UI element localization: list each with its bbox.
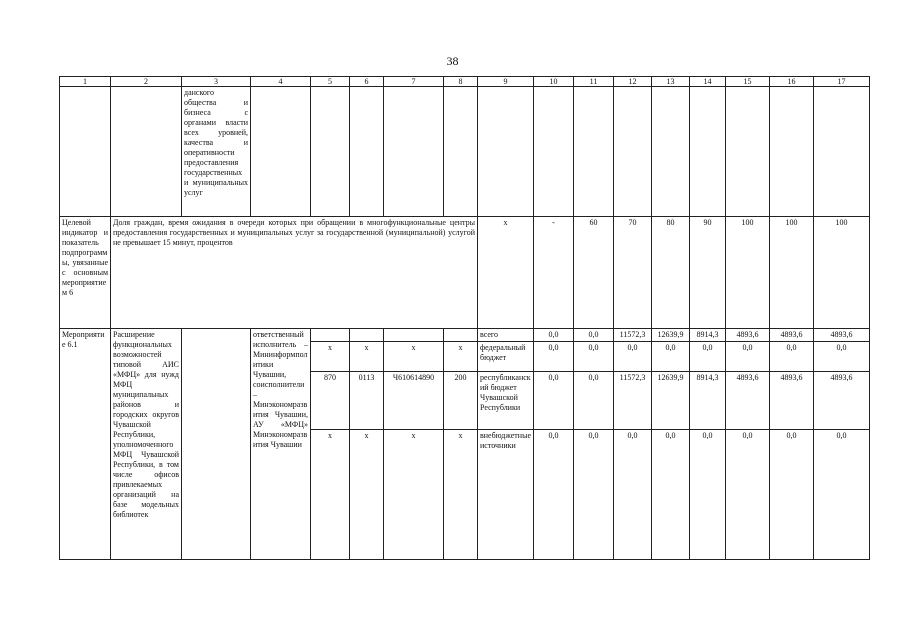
continuation-row xyxy=(60,87,870,217)
funding-value: 4893,6 xyxy=(726,329,770,342)
header-cell: 15 xyxy=(726,77,770,87)
measure-row-republican: 870 0113 Ч610614890 200 республиканский бюджет Чувашской Республики 0,0 0,0 11572,3 12639,9 8914,3 4893,6 4893,6 4893,6 xyxy=(60,372,870,430)
header-cell: 17 xyxy=(814,77,870,87)
measure-row-extrabudgetary: x x x x внебюджетные источники 0,0 0,0 0,0 0,0 0,0 0,0 0,0 0,0 xyxy=(60,430,870,560)
header-cell: 6 xyxy=(350,77,384,87)
header-cell: 4 xyxy=(251,77,311,87)
funding-value: 4893,6 xyxy=(814,372,870,430)
indicator-value: 60 xyxy=(574,217,614,329)
indicator-col10: - xyxy=(534,217,574,329)
funding-value: 0,0 xyxy=(574,372,614,430)
funding-value: 0,0 xyxy=(534,329,574,342)
header-row xyxy=(60,77,870,87)
funding-value: 0,0 xyxy=(814,430,870,560)
header-cell: 12 xyxy=(614,77,652,87)
measure-row-total xyxy=(60,329,870,342)
header-cell: 9 xyxy=(478,77,534,87)
measure-label: Мероприятие 6.1 xyxy=(60,329,111,560)
funding-value: 0,0 xyxy=(574,430,614,560)
indicator-value: 90 xyxy=(690,217,726,329)
indicator-value: 100 xyxy=(814,217,870,329)
header-cell: 11 xyxy=(574,77,614,87)
funding-source: республиканский бюджет Чувашской Республики xyxy=(478,372,534,430)
funding-value: 0,0 xyxy=(534,372,574,430)
indicator-row xyxy=(60,217,870,329)
funding-value: 11572,3 xyxy=(614,329,652,342)
header-cell: 1 xyxy=(60,77,111,87)
funding-value: 12639,9 xyxy=(652,372,690,430)
goal-continuation-text: данского общества и бизнеса с органами власти всех уровней, качества и оперативности предоставления государственных и муниципальных услуг xyxy=(182,87,251,217)
funding-value: 4893,6 xyxy=(770,372,814,430)
indicator-description: Доля граждан, время ожидания в очереди которых при обращении в многофункциональные центры предоставления государственных и муниципальных услуг за государственной (муниципальной) услугой не превышает 15 минут, процентов xyxy=(111,217,478,329)
funding-value: 4893,6 xyxy=(770,329,814,342)
header-cell: 2 xyxy=(111,77,182,87)
funding-value: 0,0 xyxy=(652,342,690,372)
funding-value: 4893,6 xyxy=(814,329,870,342)
funding-value: 0,0 xyxy=(652,430,690,560)
funding-value: 11572,3 xyxy=(614,372,652,430)
header-cell: 13 xyxy=(652,77,690,87)
header-cell: 10 xyxy=(534,77,574,87)
funding-value: 0,0 xyxy=(614,342,652,372)
funding-value: 4893,6 xyxy=(726,372,770,430)
funding-value: 8914,3 xyxy=(690,372,726,430)
header-cell: 7 xyxy=(384,77,444,87)
indicator-value: 70 xyxy=(614,217,652,329)
measure-row-federal: x x x x федеральный бюджет 0,0 0,0 0,0 0,0 0,0 0,0 0,0 0,0 xyxy=(60,342,870,372)
indicator-value: 100 xyxy=(726,217,770,329)
header-cell: 5 xyxy=(311,77,350,87)
header-cell: 8 xyxy=(444,77,478,87)
funding-source: федеральный бюджет xyxy=(478,342,534,372)
indicator-label: Целевой индикатор и показатель подпрограммы, увязанные с основным мероприятием 6 xyxy=(60,217,111,329)
header-cell: 16 xyxy=(770,77,814,87)
header-cell: 14 xyxy=(690,77,726,87)
funding-value: 0,0 xyxy=(574,329,614,342)
indicator-value: 80 xyxy=(652,217,690,329)
funding-value: 12639,9 xyxy=(652,329,690,342)
funding-value: 0,0 xyxy=(814,342,870,372)
funding-value: 0,0 xyxy=(726,430,770,560)
measure-executors: ответственный исполнитель – Мининформполитики Чувашии, соисполнители – Минэкономразвития Чувашии, АУ «МФЦ» Минэкономразвития Чувашии xyxy=(251,329,311,560)
funding-value: 0,0 xyxy=(614,430,652,560)
indicator-value: 100 xyxy=(770,217,814,329)
funding-value: 0,0 xyxy=(770,430,814,560)
funding-value: 0,0 xyxy=(534,430,574,560)
funding-value: 0,0 xyxy=(770,342,814,372)
funding-value: 0,0 xyxy=(690,430,726,560)
funding-source: внебюджетные источники xyxy=(478,430,534,560)
funding-value: 0,0 xyxy=(574,342,614,372)
indicator-col9: x xyxy=(478,217,534,329)
funding-value: 8914,3 xyxy=(690,329,726,342)
funding-value: 0,0 xyxy=(726,342,770,372)
funding-source: всего xyxy=(478,329,534,342)
page-number: 38 xyxy=(446,54,459,68)
header-cell: 3 xyxy=(182,77,251,87)
measure-description: Расширение функциональных возможностей типовой АИС «МФЦ» для нужд МФЦ муниципальных районов и городских округов Чувашской Республики, уполномоченного МФЦ Чувашской Республики, в том числе офисов привлекаемых организаций на базе модельных библиотек xyxy=(111,329,182,560)
program-table xyxy=(59,76,870,560)
funding-value: 0,0 xyxy=(690,342,726,372)
funding-value: 0,0 xyxy=(534,342,574,372)
